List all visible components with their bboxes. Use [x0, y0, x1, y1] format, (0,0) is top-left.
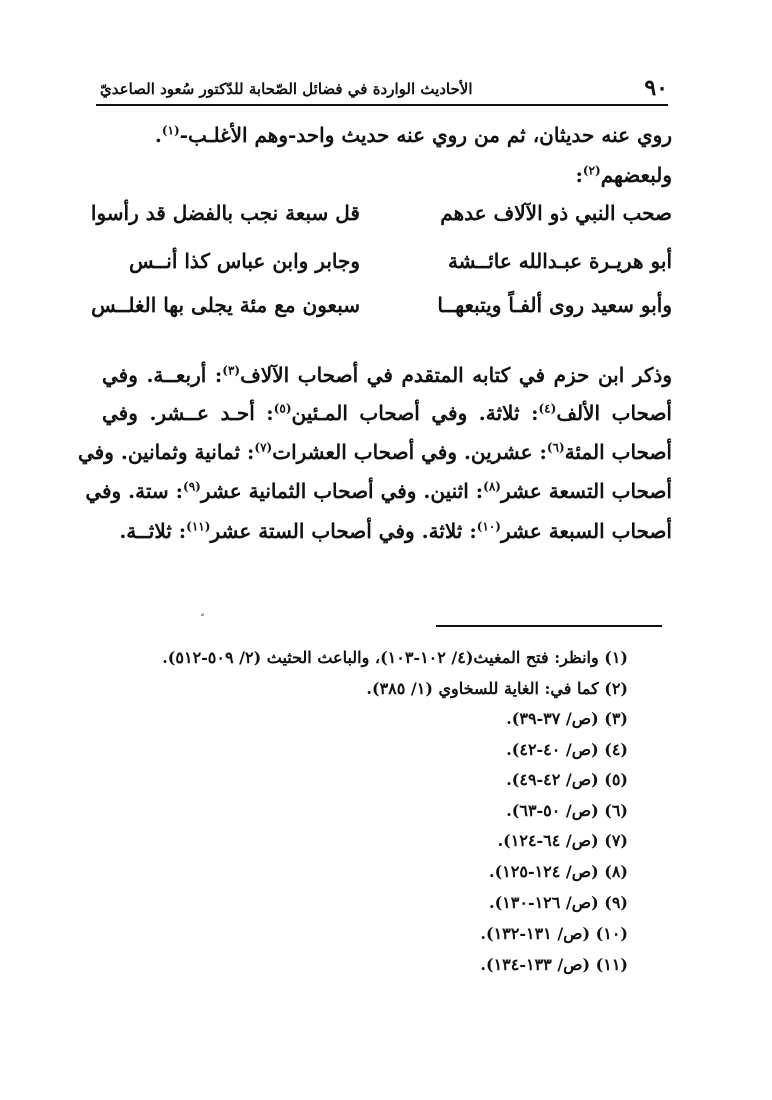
body-text: : [575, 163, 583, 187]
footnote-ref: (٢) [582, 163, 601, 178]
body-text: . [154, 123, 162, 147]
body-text: أصحاب السبعة عشر [500, 519, 672, 543]
verse-row [102, 244, 672, 278]
body-text: : ثلاثة. وفي أصحاب المـئين [291, 401, 539, 425]
verse-first-hemistich: وأبو سعيد روى ألفـاً ويتبعهــا [437, 293, 672, 317]
body-text: روي عنه حديثان، ثم من روي عنه حديث واحد-وهم الأغلـب- [179, 123, 672, 147]
running-title: الأحاديث الواردة في فضائل الصّحابة للدّكتور سُعود الصاعديّ [100, 80, 473, 98]
footnote-ref: (٧) [254, 440, 273, 455]
footnote-item: (٩) (ص/ ١٢٦-١٣٠). [489, 893, 628, 912]
body-text: : ثلاثــة. [119, 519, 187, 543]
footnote-ref: (٩) [183, 479, 201, 494]
body-text: وذكر ابن حزم في كتابه المتقدم في أصحاب الآلاف [240, 363, 673, 387]
footnote-ref: (٣) [222, 363, 241, 378]
body-text: : اثنين. وفي أصحاب الثمانية عشر [200, 479, 484, 503]
footnote-item: (١) وانظر: فتح المغيث(٤/ ١٠٢-١٠٣)، والباعث الحثيث (٢/ ٥٠٩-٥١٢). [162, 648, 628, 667]
footnote-item: (١١) (ص/ ١٣٣-١٣٤). [480, 955, 628, 974]
footnote-item: (٢) كما في: الغاية للسخاوي (١/ ٣٨٥). [366, 679, 628, 698]
paragraph-line [102, 516, 672, 546]
body-text: أصحاب المئة [564, 440, 672, 464]
page-number: ٩٠ [644, 75, 668, 101]
body-text: أصحاب الألف [556, 401, 672, 425]
footnote-item: (١٠) (ص/ ١٣١-١٣٢). [480, 924, 628, 943]
footnote-ref: (٦) [546, 440, 565, 455]
verse-row [91, 288, 672, 322]
verse-second-hemistich: سبعون مع مئة يجلى بها الغلــس [91, 293, 360, 317]
paragraph-line [78, 437, 672, 467]
header-rule [96, 104, 668, 106]
body-text: : ثمانية وثمانين. وفي [78, 440, 255, 464]
footnote-ref: (١) [161, 123, 180, 138]
body-text: : ستة. وفي [85, 479, 183, 503]
footnote-item: (٨) (ص/ ١٢٤-١٢٥). [489, 862, 628, 881]
paragraph-line [102, 360, 672, 390]
footnote-ref: (١١) [186, 519, 211, 534]
footnote-item: (٤) (ص/ ٤٠-٤٢). [506, 740, 628, 759]
body-text: : أحـد عــشر. وفي [102, 401, 274, 425]
footnote-item: (٣) (ص/ ٣٧-٣٩). [506, 709, 628, 728]
footnote-item: (٦) (ص/ ٥٠-٦٣). [506, 801, 628, 820]
footnote-ref: (٥) [273, 401, 292, 416]
verse-second-hemistich: وجابر وابن عباس كذا أنــس [129, 249, 360, 273]
footnote-ref: (٨) [483, 479, 501, 494]
paragraph-line [85, 476, 672, 506]
page-header [100, 74, 668, 102]
body-text: ولبعضهم [600, 163, 672, 187]
verse-first-hemistich: أبو هريـرة عبـدالله عائــشة [447, 249, 672, 273]
body-line-2 [102, 160, 672, 190]
body-line-1 [102, 120, 672, 150]
body-text: : أربعــة. وفي [102, 363, 223, 387]
paragraph-line [102, 398, 672, 428]
verse-second-hemistich: قل سبعة نجب بالفضل قد رأسوا [90, 201, 360, 225]
body-text: : ثلاثة. وفي أصحاب الستة عشر [210, 519, 477, 543]
verse-first-hemistich: صحب النبي ذو الآلاف عدهم [440, 201, 672, 225]
footnote-rule [436, 625, 662, 627]
footnote-item: (٥) (ص/ ٤٢-٤٩). [506, 770, 628, 789]
body-text: أصحاب التسعة عشر [500, 479, 672, 503]
footnote-item: (٧) (ص/ ٦٤-١٢٤). [497, 831, 628, 850]
footnote-ref: (٤) [538, 401, 557, 416]
verse-row [90, 196, 672, 230]
body-text: : عشرين. وفي أصحاب العشرات [272, 440, 547, 464]
footnote-ref: (١٠) [476, 519, 501, 534]
